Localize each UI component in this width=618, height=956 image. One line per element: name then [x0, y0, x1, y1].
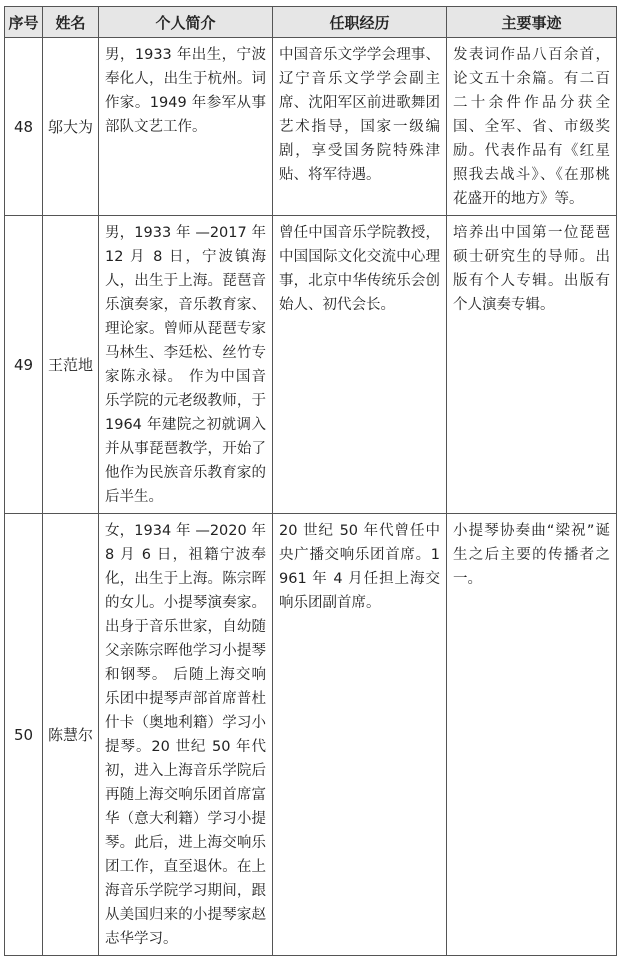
row-index: 48 — [5, 38, 43, 216]
row-positions: 曾任中国音乐学院教授，中国国际文化交流中心理事，北京中华传统乐会创始人、初代会长。 — [273, 216, 447, 514]
header-index: 序号 — [5, 7, 43, 38]
row-achievements: 发表词作品八百余首，论文五十余篇。有二百二十余件作品分获全国、全军、省、市级奖励。代表作品有《红星照我去战斗》、《在那桃花盛开的地方》等。 — [447, 38, 617, 216]
table-row — [5, 216, 617, 514]
header-row — [5, 7, 617, 38]
header-name: 姓名 — [43, 7, 99, 38]
row-index: 49 — [5, 216, 43, 514]
row-name: 陈慧尔 — [43, 514, 99, 956]
row-name: 邬大为 — [43, 38, 99, 216]
row-bio: 男，1933 年出生，宁波奉化人，出生于杭州。词作家。1949 年参军从事部队文艺工作。 — [99, 38, 273, 216]
row-name: 王范地 — [43, 216, 99, 514]
header-positions: 任职经历 — [273, 7, 447, 38]
header-bio: 个人简介 — [99, 7, 273, 38]
table-row — [5, 514, 617, 956]
row-positions: 中国音乐文学学会理事、辽宁音乐文学学会副主席、沈阳军区前进歌舞团艺术指导，国家一级编剧，享受国务院特殊津贴、将军待遇。 — [273, 38, 447, 216]
header-achievements: 主要事迹 — [447, 7, 617, 38]
row-achievements: 小提琴协奏曲“梁祝”诞生之后主要的传播者之一。 — [447, 514, 617, 956]
musicians-table — [4, 6, 617, 956]
row-positions: 20 世纪 50 年代曾任中央广播交响乐团首席。1961 年 4 月任担上海交响乐团副首席。 — [273, 514, 447, 956]
table-row — [5, 38, 617, 216]
row-achievements: 培养出中国第一位琵琶硕士研究生的导师。出版有个人专辑。出版有个人演奏专辑。 — [447, 216, 617, 514]
row-index: 50 — [5, 514, 43, 956]
row-bio: 女，1934 年 —2020 年 8 月 6 日，祖籍宁波奉化，出生于上海。陈宗晖的女儿。小提琴演奏家。出身于音乐世家，自幼随父亲陈宗晖他学习小提琴和钢琴。 后随上海交响乐团中提琴声部首席普杜什卡（奥地利籍）学习小提琴。20 世纪 50 年代初，进入上海音乐学院后再随上海交响乐团首席富华（意大利籍）学习小提琴。此后，进上海交响乐团工作，直至退休。在上海音乐学院学习期间，跟从美国归来的小提琴家赵志华学习。 — [99, 514, 273, 956]
row-bio: 男，1933 年 —2017 年 12 月 8 日，宁波镇海人，出生于上海。琵琶音乐演奏家，音乐教育家、理论家。曾师从琵琶专家马林生、李廷松、丝竹专家陈永禄。 作为中国音乐学院的元老级教师，于 1964 年建院之初就调入并从事琵琶教学，开始了他作为民族音乐教育家的后半生。 — [99, 216, 273, 514]
